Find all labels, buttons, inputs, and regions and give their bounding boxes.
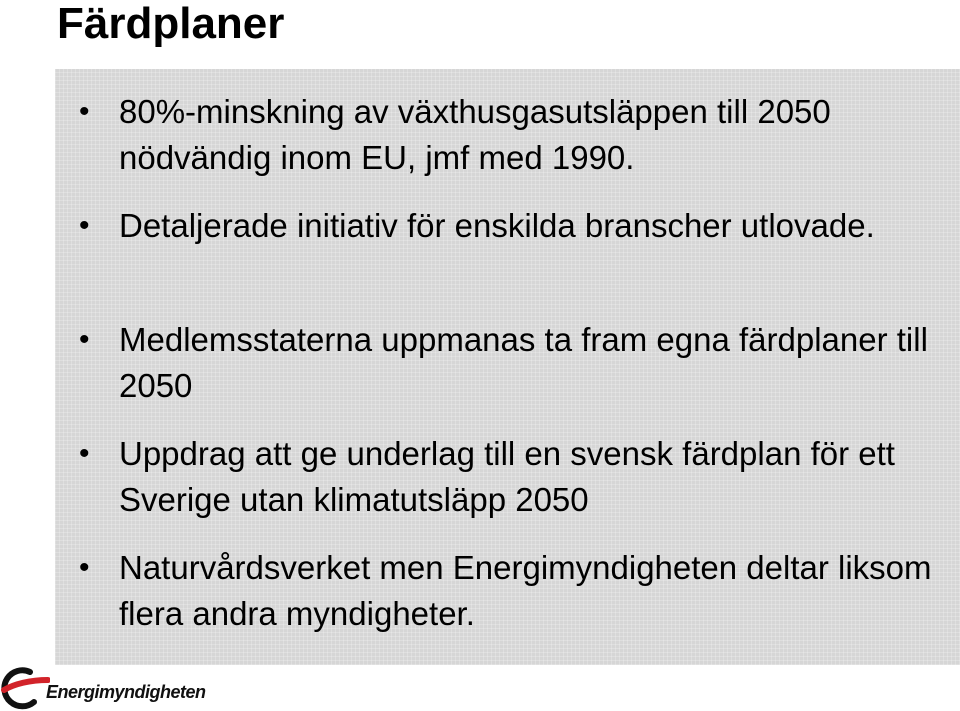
energimyndigheten-logo xyxy=(0,666,220,711)
bullet-dot-icon: • xyxy=(79,551,90,584)
content-panel xyxy=(55,69,960,665)
bullet-dot-icon: • xyxy=(79,209,90,242)
bullet-dot-icon: • xyxy=(79,95,90,128)
logo-text: Energimyndigheten xyxy=(46,682,206,702)
bullet-text: 80%-minskning av växthusgasutsläppen till 2050 nödvändig inom EU, jmf med 1990. xyxy=(119,93,831,176)
bullet-dot-icon: • xyxy=(79,437,90,470)
slide-title: Färdplaner xyxy=(57,0,285,48)
bullet-text: Medlemsstaterna uppmanas ta fram egna färdplaner till 2050 xyxy=(119,321,928,404)
bullet-text: Detaljerade initiativ för enskilda branscher utlovade. xyxy=(119,207,875,244)
bullet-text: Naturvårdsverket men Energimyndigheten deltar liksom flera andra myndigheter. xyxy=(119,549,932,632)
energimyndigheten-logo-icon xyxy=(0,666,50,711)
bullet-dot-icon: • xyxy=(79,323,90,356)
bullet-text: Uppdrag att ge underlag till en svensk färdplan för ett Sverige utan klimatutsläpp 2050 xyxy=(119,435,895,518)
